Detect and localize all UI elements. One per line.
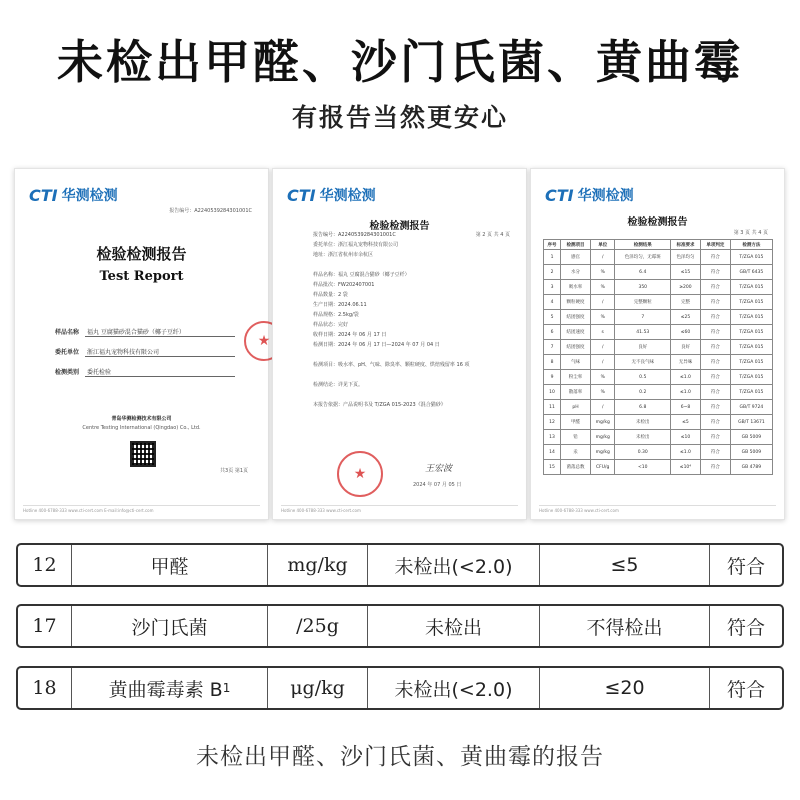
table-cell: 吸水率 [561,280,591,295]
table-cell: T/ZGA 015 [730,325,772,340]
table-row [544,385,773,400]
table-cell: GB/T 9724 [730,400,772,415]
table-cell: 结团强度 [561,340,591,355]
table-cell: 2 [544,265,561,280]
doc-footer: Hotline 400-6788-333 www.cti-cert.com [281,505,518,513]
org-name-cn: 青岛华测检测技术有限公司 [111,416,172,422]
table-row [544,295,773,310]
logo-brand-name: 华测检测 [319,188,376,204]
verdict: 符合 [726,555,765,578]
table-cell: 符合 [700,295,730,310]
signature: 王宏波 [425,464,453,474]
info-line: 委托单位：浙江福丸宠物科技有限公司 [313,242,399,248]
info-line: 样品名称：福丸 豆腐混合猫砂（椰子豆纤） [313,272,410,278]
table-cell: T/ZGA 015 [730,355,772,370]
table-cell: 结团速度 [561,325,591,340]
table-cell: GB/T 13671 [730,415,772,430]
table-row [544,265,773,280]
table-cell: mg/kg [590,430,615,445]
table-cell: 9 [544,370,561,385]
table-cell: ≤1.0 [671,370,701,385]
table-cell: T/ZGA 015 [730,250,772,265]
table-cell: / [590,250,615,265]
standard-limit: ≤5 [540,545,710,585]
table-cell: ≤10⁴ [671,460,701,475]
table-cell: 散落率 [561,385,591,400]
info-line: 生产日期：2024.06.11 [313,302,367,308]
table-cell: 汞 [561,445,591,460]
table-cell: 水分 [561,265,591,280]
table-cell: T/ZGA 015 [730,310,772,325]
report-info-page[interactable] [272,168,527,520]
info-line: 地址：浙江省杭州市余杭区 [313,252,374,258]
test-item-name: 黄曲霉毒素 B [108,678,223,701]
table-cell: T/ZGA 015 [730,370,772,385]
info-line: 检测结论：详见下页。 [313,382,364,388]
results-table [543,239,773,475]
table-cell: 感官 [561,250,591,265]
info-line: 收样日期：2024 年 06 月 17 日 [313,332,387,338]
table-cell: mg/kg [590,415,615,430]
table-cell: T/ZGA 015 [730,295,772,310]
field-value: 委托检验 [85,367,235,377]
test-item-subscript: 1 [222,681,231,695]
table-row [544,400,773,415]
test-result: 未检出 [368,606,540,646]
table-cell: 1 [544,250,561,265]
table-row [544,340,773,355]
logo-cti-text: CTI [29,185,58,205]
table-row [544,310,773,325]
page-number: 第 3 页 共 4 页 [733,230,768,236]
table-cell: GB/T 6435 [730,265,772,280]
logo-brand-name: 华测检测 [61,188,118,204]
table-cell: 良好 [615,340,671,355]
report-cover-page[interactable] [14,168,269,520]
table-cell: / [590,355,615,370]
table-cell: 13 [544,430,561,445]
table-cell: 气味 [561,355,591,370]
report-title: 检验检测报告 [627,217,688,228]
info-line [313,261,469,271]
table-header: 序号 [544,240,561,250]
table-cell: 12 [544,415,561,430]
standard-limit: ≤20 [540,668,710,708]
info-line: 本报告依据：产品说明书及 T/ZGA 015-2023《混合猫砂》 [313,402,446,408]
table-cell: / [590,400,615,415]
info-line [313,371,469,381]
test-item: 甲醛 [72,545,268,585]
table-cell: 颗粒硬度 [561,295,591,310]
table-header: 检测结果 [615,240,671,250]
table-cell: ≤1.0 [671,385,701,400]
table-cell: 符合 [700,460,730,475]
logo-cti-text: CTI [287,185,316,205]
report-gallery [0,160,800,530]
table-header-row [544,240,773,250]
table-cell: 未检出 [615,430,671,445]
table-cell: ≤10 [671,430,701,445]
table-cell: ≤1.0 [671,445,701,460]
table-cell: 菌落总数 [561,460,591,475]
table-cell: 符合 [700,445,730,460]
verdict: 符合 [726,616,765,639]
table-cell: 7 [615,310,671,325]
table-cell: 10 [544,385,561,400]
table-row [544,280,773,295]
table-cell: % [590,265,615,280]
org-name-en: Centre Testing International (Qingdao) Co., Ltd. [82,425,201,431]
table-cell: 符合 [700,280,730,295]
table-cell: 7 [544,340,561,355]
table-cell: 符合 [700,415,730,430]
table-cell: 8 [544,355,561,370]
table-cell: T/ZGA 015 [730,280,772,295]
cti-logo [287,185,376,205]
table-cell: pH [561,400,591,415]
field-key: 样品名称 [55,329,80,336]
row-number: 17 [18,606,72,646]
table-cell: GB 5009 [730,430,772,445]
table-cell: ≤5 [671,415,701,430]
info-line: 样品数量：2 袋 [313,292,348,298]
field-sample-name [55,327,235,337]
table-cell: 完整 [671,295,701,310]
table-cell: 11 [544,400,561,415]
table-cell: 14 [544,445,561,460]
table-header: 检测方法 [730,240,772,250]
table-cell: T/ZGA 015 [730,385,772,400]
info-line: 样品规格：2.5kg/袋 [313,312,359,318]
table-header: 单项判定 [700,240,730,250]
logo-cti-text: CTI [545,185,574,205]
table-cell: mg/kg [590,445,615,460]
table-cell: 无异味 [671,355,701,370]
field-value: 福丸 豆腐猫砂混合猫砂（椰子豆纤） [85,327,235,337]
table-cell: s [590,325,615,340]
official-seal-icon: ★ [244,321,284,361]
table-header: 检测项目 [561,240,591,250]
table-cell: <10 [615,460,671,475]
test-result: 未检出(<2.0) [368,668,540,708]
table-cell: 符合 [700,325,730,340]
results-table-body [544,250,773,475]
unit: μg/kg [268,668,368,708]
table-cell: 符合 [700,385,730,400]
table-cell: / [590,340,615,355]
table-cell: % [590,385,615,400]
info-line: 检测日期：2024 年 06 月 17 日—2024 年 07 月 04 日 [313,342,440,348]
table-cell: 6.4 [615,265,671,280]
table-cell: 良好 [671,340,701,355]
table-cell: 符合 [700,250,730,265]
table-cell: T/ZGA 015 [730,340,772,355]
test-result: 未检出(<2.0) [368,545,540,585]
table-cell: 结团强度 [561,310,591,325]
table-cell: % [590,280,615,295]
table-row [544,445,773,460]
doc-footer: Hotline 400-6788-333 www.cti-cert.com [539,505,776,513]
table-header: 标准要求 [671,240,701,250]
table-cell: 0.5 [615,370,671,385]
field-key: 检测类别 [55,369,80,376]
row-number: 12 [18,545,72,585]
table-cell: 4 [544,295,561,310]
table-cell: 0.30 [615,445,671,460]
standard-limit: 不得检出 [540,606,710,646]
table-row [544,325,773,340]
table-cell: ≤60 [671,325,701,340]
test-item [72,668,268,708]
table-cell: ≤15 [671,265,701,280]
table-row [544,370,773,385]
table-cell: 铅 [561,430,591,445]
headline: 未检出甲醛、沙门氏菌、黄曲霉 [57,35,743,89]
unit: mg/kg [268,545,368,585]
result-row-formaldehyde [16,543,784,587]
table-cell: 6.8 [615,400,671,415]
table-cell: 色泽均匀，无霉斑 [615,250,671,265]
table-row [544,460,773,475]
table-cell: 未检出 [615,415,671,430]
doc-footer: Hotline 400-6788-333 www.cti-cert.com E-mail:info@cti-cert.com [23,505,260,513]
table-cell: 符合 [700,400,730,415]
sign-date: 2024 年 07 月 05 日 [413,482,462,488]
table-cell: GB 4789 [730,460,772,475]
cti-logo [29,185,118,205]
info-line [313,391,469,401]
report-results-page[interactable] [530,168,785,520]
page-number: 第 2 页 共 4 页 [475,232,510,238]
field-key: 委托单位 [55,349,80,356]
report-title-en: Test Report [99,269,184,284]
info-line: 报告编号：A2240539284301001C [313,232,396,238]
subheadline: 有报告当然更安心 [291,103,508,132]
table-cell: 符合 [700,340,730,355]
qr-code-icon [130,441,156,467]
table-cell: 符合 [700,355,730,370]
table-cell: 符合 [700,370,730,385]
table-cell: / [590,295,615,310]
table-cell: 350 [615,280,671,295]
official-seal-icon: ★ [337,451,383,497]
info-line: 检测项目：吸水率、pH、气味、除臭率、颗粒硬度、烘焙残留率 16 项 [313,362,470,368]
table-row [544,250,773,265]
field-test-type [55,367,235,377]
table-cell: 符合 [700,265,730,280]
field-client [55,347,235,357]
unit: /25g [268,606,368,646]
verdict: 符合 [726,678,765,701]
table-cell: 15 [544,460,561,475]
table-cell: 粉尘率 [561,370,591,385]
table-cell: GB 5009 [730,445,772,460]
table-cell: 完整颗粒 [615,295,671,310]
report-info-lines [313,231,469,411]
page-count: 共3页 第1页 [220,468,248,474]
table-header: 单位 [590,240,615,250]
table-cell: % [590,370,615,385]
table-cell: 无不良气味 [615,355,671,370]
table-cell: 3 [544,280,561,295]
table-cell: 色泽均匀 [671,250,701,265]
caption: 未检出甲醛、沙门氏菌、黄曲霉的报告 [196,744,604,770]
table-cell: ≤25 [671,310,701,325]
table-cell: 甲醛 [561,415,591,430]
table-cell: % [590,310,615,325]
row-number: 18 [18,668,72,708]
table-row [544,415,773,430]
table-cell: 0.2 [615,385,671,400]
table-cell: 41.53 [615,325,671,340]
cti-logo [545,185,634,205]
field-value: 浙江福丸宠物科技有限公司 [85,347,235,357]
table-cell: 5 [544,310,561,325]
test-item: 沙门氏菌 [72,606,268,646]
table-row [544,355,773,370]
table-cell: 符合 [700,430,730,445]
table-cell: 符合 [700,310,730,325]
table-cell: 6 [544,325,561,340]
info-line: 样品批次：FW202407001 [313,282,375,288]
table-cell: CFU/g [590,460,615,475]
report-title-cn: 检验检测报告 [96,245,187,263]
info-line [313,351,469,361]
logo-brand-name: 华测检测 [577,188,634,204]
info-line: 样品状态：完好 [313,322,349,328]
report-title: 检验检测报告 [369,221,430,232]
result-row-aflatoxin [16,666,784,710]
table-cell: 6~8 [671,400,701,415]
table-row [544,430,773,445]
report-number: 报告编号：A2240539284301001C [169,208,252,214]
result-row-salmonella [16,604,784,648]
table-cell: ≥200 [671,280,701,295]
